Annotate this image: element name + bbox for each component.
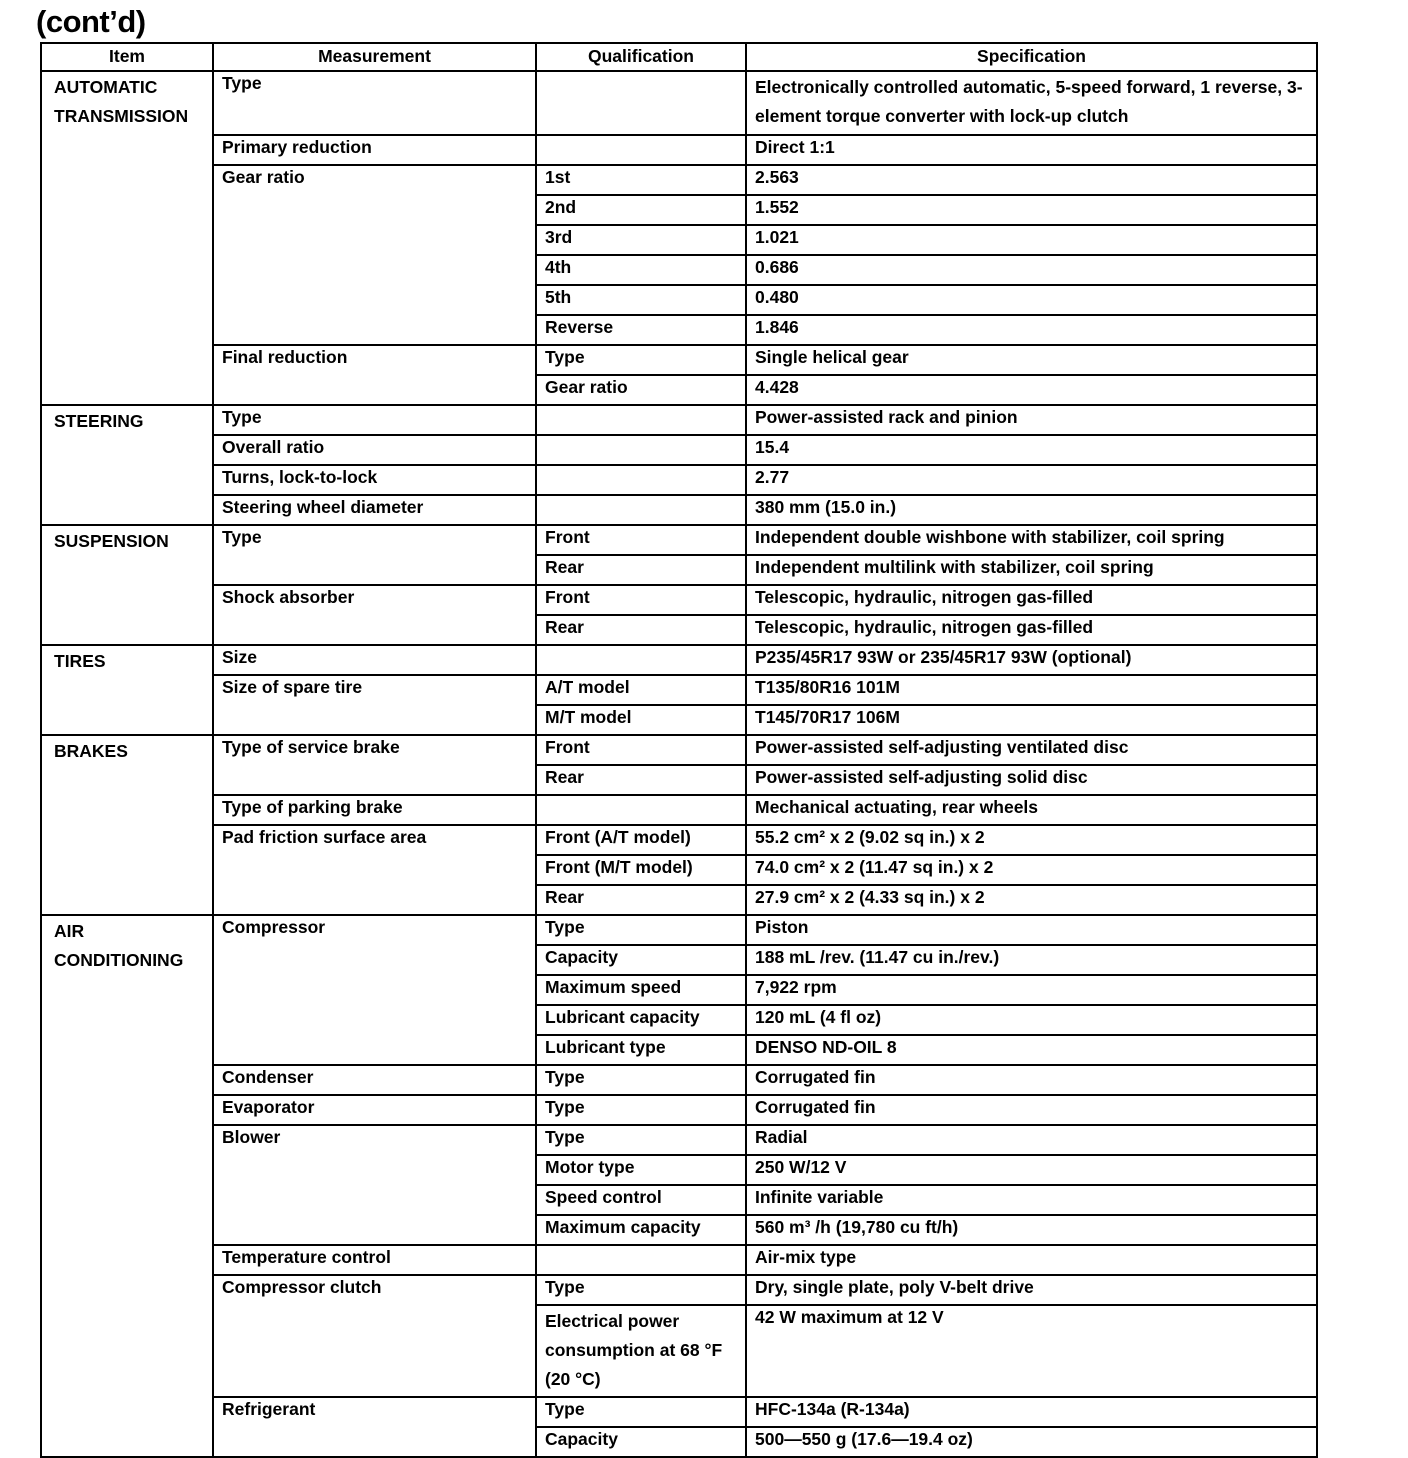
qualification-cell: Electrical power consumption at 68 °F (20 °C): [536, 1305, 746, 1398]
specification-cell: 4.428: [746, 375, 1317, 405]
table-row: [41, 405, 1317, 435]
measurement-cell: Final reduction: [213, 345, 536, 405]
measurement-cell: Evaporator: [213, 1095, 536, 1125]
item-cell: STEERING: [41, 405, 213, 525]
qualification-cell: Rear: [536, 885, 746, 915]
specification-cell: Telescopic, hydraulic, nitrogen gas-filled: [746, 615, 1317, 645]
page-title: (cont’d): [36, 4, 146, 39]
qualification-cell: Gear ratio: [536, 375, 746, 405]
table-row: [41, 345, 1317, 375]
table-row: [41, 165, 1317, 195]
measurement-cell: Temperature control: [213, 1245, 536, 1275]
specification-cell: Radial: [746, 1125, 1317, 1155]
table-row: [41, 435, 1317, 465]
measurement-cell: Blower: [213, 1125, 536, 1245]
qualification-cell: Reverse: [536, 315, 746, 345]
specification-cell: Corrugated fin: [746, 1065, 1317, 1095]
item-cell: BRAKES: [41, 735, 213, 915]
measurement-cell: Overall ratio: [213, 435, 536, 465]
table-row: [41, 915, 1317, 945]
specification-cell: 1.021: [746, 225, 1317, 255]
table-row: [41, 495, 1317, 525]
measurement-cell: Type of service brake: [213, 735, 536, 795]
specification-cell: 15.4: [746, 435, 1317, 465]
qualification-cell: A/T model: [536, 675, 746, 705]
specification-cell: 120 mL (4 fl oz): [746, 1005, 1317, 1035]
specification-cell: Corrugated fin: [746, 1095, 1317, 1125]
measurement-cell: Shock absorber: [213, 585, 536, 645]
table-row: [41, 645, 1317, 675]
qualification-cell: [536, 465, 746, 495]
specification-cell: Infinite variable: [746, 1185, 1317, 1215]
measurement-cell: Size of spare tire: [213, 675, 536, 735]
qualification-cell: Maximum capacity: [536, 1215, 746, 1245]
specification-cell: Power-assisted rack and pinion: [746, 405, 1317, 435]
qualification-cell: Front (M/T model): [536, 855, 746, 885]
qualification-cell: Type: [536, 1275, 746, 1305]
specification-cell: Independent multilink with stabilizer, coil spring: [746, 555, 1317, 585]
column-header-measurement: Measurement: [213, 43, 536, 71]
qualification-cell: 5th: [536, 285, 746, 315]
qualification-cell: Front: [536, 735, 746, 765]
item-cell: AUTOMATIC TRANSMISSION: [41, 71, 213, 405]
specification-cell: 1.552: [746, 195, 1317, 225]
measurement-cell: Type of parking brake: [213, 795, 536, 825]
qualification-cell: 1st: [536, 165, 746, 195]
measurement-cell: Type: [213, 525, 536, 585]
specification-cell: 1.846: [746, 315, 1317, 345]
table-row: [41, 1275, 1317, 1305]
specification-cell: 380 mm (15.0 in.): [746, 495, 1317, 525]
measurement-cell: Steering wheel diameter: [213, 495, 536, 525]
qualification-cell: Type: [536, 1125, 746, 1155]
table-row: [41, 135, 1317, 165]
table-row: [41, 1125, 1317, 1155]
qualification-cell: Front: [536, 585, 746, 615]
specification-cell: T135/80R16 101M: [746, 675, 1317, 705]
qualification-cell: [536, 1245, 746, 1275]
measurement-cell: Turns, lock-to-lock: [213, 465, 536, 495]
measurement-cell: Gear ratio: [213, 165, 536, 345]
column-header-item: Item: [41, 43, 213, 71]
specification-cell: 250 W/12 V: [746, 1155, 1317, 1185]
specification-cell: 7,922 rpm: [746, 975, 1317, 1005]
specification-cell: Electronically controlled automatic, 5-speed forward, 1 reverse, 3-element torque converter with lock-up clutch: [746, 71, 1317, 135]
measurement-cell: Size: [213, 645, 536, 675]
table-header-row: [41, 43, 1317, 71]
table-row: [41, 675, 1317, 705]
specification-cell: 0.686: [746, 255, 1317, 285]
qualification-cell: 3rd: [536, 225, 746, 255]
measurement-cell: Pad friction surface area: [213, 825, 536, 915]
specification-cell: Telescopic, hydraulic, nitrogen gas-filled: [746, 585, 1317, 615]
qualification-cell: Front: [536, 525, 746, 555]
measurement-cell: Type: [213, 71, 536, 135]
qualification-cell: Type: [536, 1065, 746, 1095]
qualification-cell: Capacity: [536, 945, 746, 975]
specification-cell: Mechanical actuating, rear wheels: [746, 795, 1317, 825]
qualification-cell: Type: [536, 1095, 746, 1125]
table-row: [41, 465, 1317, 495]
specification-cell: 55.2 cm² x 2 (9.02 sq in.) x 2: [746, 825, 1317, 855]
specification-cell: Independent double wishbone with stabilizer, coil spring: [746, 525, 1317, 555]
qualification-cell: Type: [536, 915, 746, 945]
item-cell: SUSPENSION: [41, 525, 213, 645]
measurement-cell: Primary reduction: [213, 135, 536, 165]
item-cell: AIR CONDITIONING: [41, 915, 213, 1458]
measurement-cell: Type: [213, 405, 536, 435]
table-row: [41, 735, 1317, 765]
specification-cell: P235/45R17 93W or 235/45R17 93W (optional): [746, 645, 1317, 675]
qualification-cell: Rear: [536, 555, 746, 585]
measurement-cell: Compressor clutch: [213, 1275, 536, 1398]
table-row: [41, 585, 1317, 615]
specification-cell: Air-mix type: [746, 1245, 1317, 1275]
qualification-cell: [536, 645, 746, 675]
specification-cell: Piston: [746, 915, 1317, 945]
specification-cell: Dry, single plate, poly V-belt drive: [746, 1275, 1317, 1305]
specifications-table: [40, 42, 1318, 1458]
specification-cell: 27.9 cm² x 2 (4.33 sq in.) x 2: [746, 885, 1317, 915]
qualification-cell: Rear: [536, 765, 746, 795]
column-header-specification: Specification: [746, 43, 1317, 71]
qualification-cell: Type: [536, 1397, 746, 1427]
column-header-qualification: Qualification: [536, 43, 746, 71]
table-row: [41, 1095, 1317, 1125]
specification-cell: HFC-134a (R-134a): [746, 1397, 1317, 1427]
qualification-cell: 4th: [536, 255, 746, 285]
specification-cell: Power-assisted self-adjusting ventilated disc: [746, 735, 1317, 765]
specification-cell: T145/70R17 106M: [746, 705, 1317, 735]
specification-cell: Power-assisted self-adjusting solid disc: [746, 765, 1317, 795]
table-row: [41, 1245, 1317, 1275]
qualification-cell: [536, 795, 746, 825]
qualification-cell: Type: [536, 345, 746, 375]
qualification-cell: Rear: [536, 615, 746, 645]
qualification-cell: Speed control: [536, 1185, 746, 1215]
table-row: [41, 1065, 1317, 1095]
qualification-cell: Maximum speed: [536, 975, 746, 1005]
specification-cell: 0.480: [746, 285, 1317, 315]
qualification-cell: [536, 405, 746, 435]
table-row: [41, 525, 1317, 555]
qualification-cell: Lubricant type: [536, 1035, 746, 1065]
specification-cell: Single helical gear: [746, 345, 1317, 375]
specification-cell: 500—550 g (17.6—19.4 oz): [746, 1427, 1317, 1457]
measurement-cell: Refrigerant: [213, 1397, 536, 1457]
table-row: [41, 1397, 1317, 1427]
table-row: [41, 825, 1317, 855]
table-body: [41, 71, 1317, 1457]
specification-cell: 74.0 cm² x 2 (11.47 sq in.) x 2: [746, 855, 1317, 885]
qualification-cell: M/T model: [536, 705, 746, 735]
specification-cell: 2.563: [746, 165, 1317, 195]
table-row: [41, 795, 1317, 825]
measurement-cell: Compressor: [213, 915, 536, 1065]
qualification-cell: [536, 495, 746, 525]
item-cell: TIRES: [41, 645, 213, 735]
specification-cell: DENSO ND-OIL 8: [746, 1035, 1317, 1065]
qualification-cell: Lubricant capacity: [536, 1005, 746, 1035]
qualification-cell: [536, 435, 746, 465]
specification-cell: Direct 1:1: [746, 135, 1317, 165]
specification-cell: 2.77: [746, 465, 1317, 495]
specification-cell: 560 m³ /h (19,780 cu ft/h): [746, 1215, 1317, 1245]
qualification-cell: Front (A/T model): [536, 825, 746, 855]
specification-cell: 42 W maximum at 12 V: [746, 1305, 1317, 1398]
qualification-cell: 2nd: [536, 195, 746, 225]
specification-cell: 188 mL /rev. (11.47 cu in./rev.): [746, 945, 1317, 975]
qualification-cell: [536, 135, 746, 165]
qualification-cell: [536, 71, 746, 135]
table-row: [41, 71, 1317, 135]
qualification-cell: Motor type: [536, 1155, 746, 1185]
qualification-cell: Capacity: [536, 1427, 746, 1457]
measurement-cell: Condenser: [213, 1065, 536, 1095]
